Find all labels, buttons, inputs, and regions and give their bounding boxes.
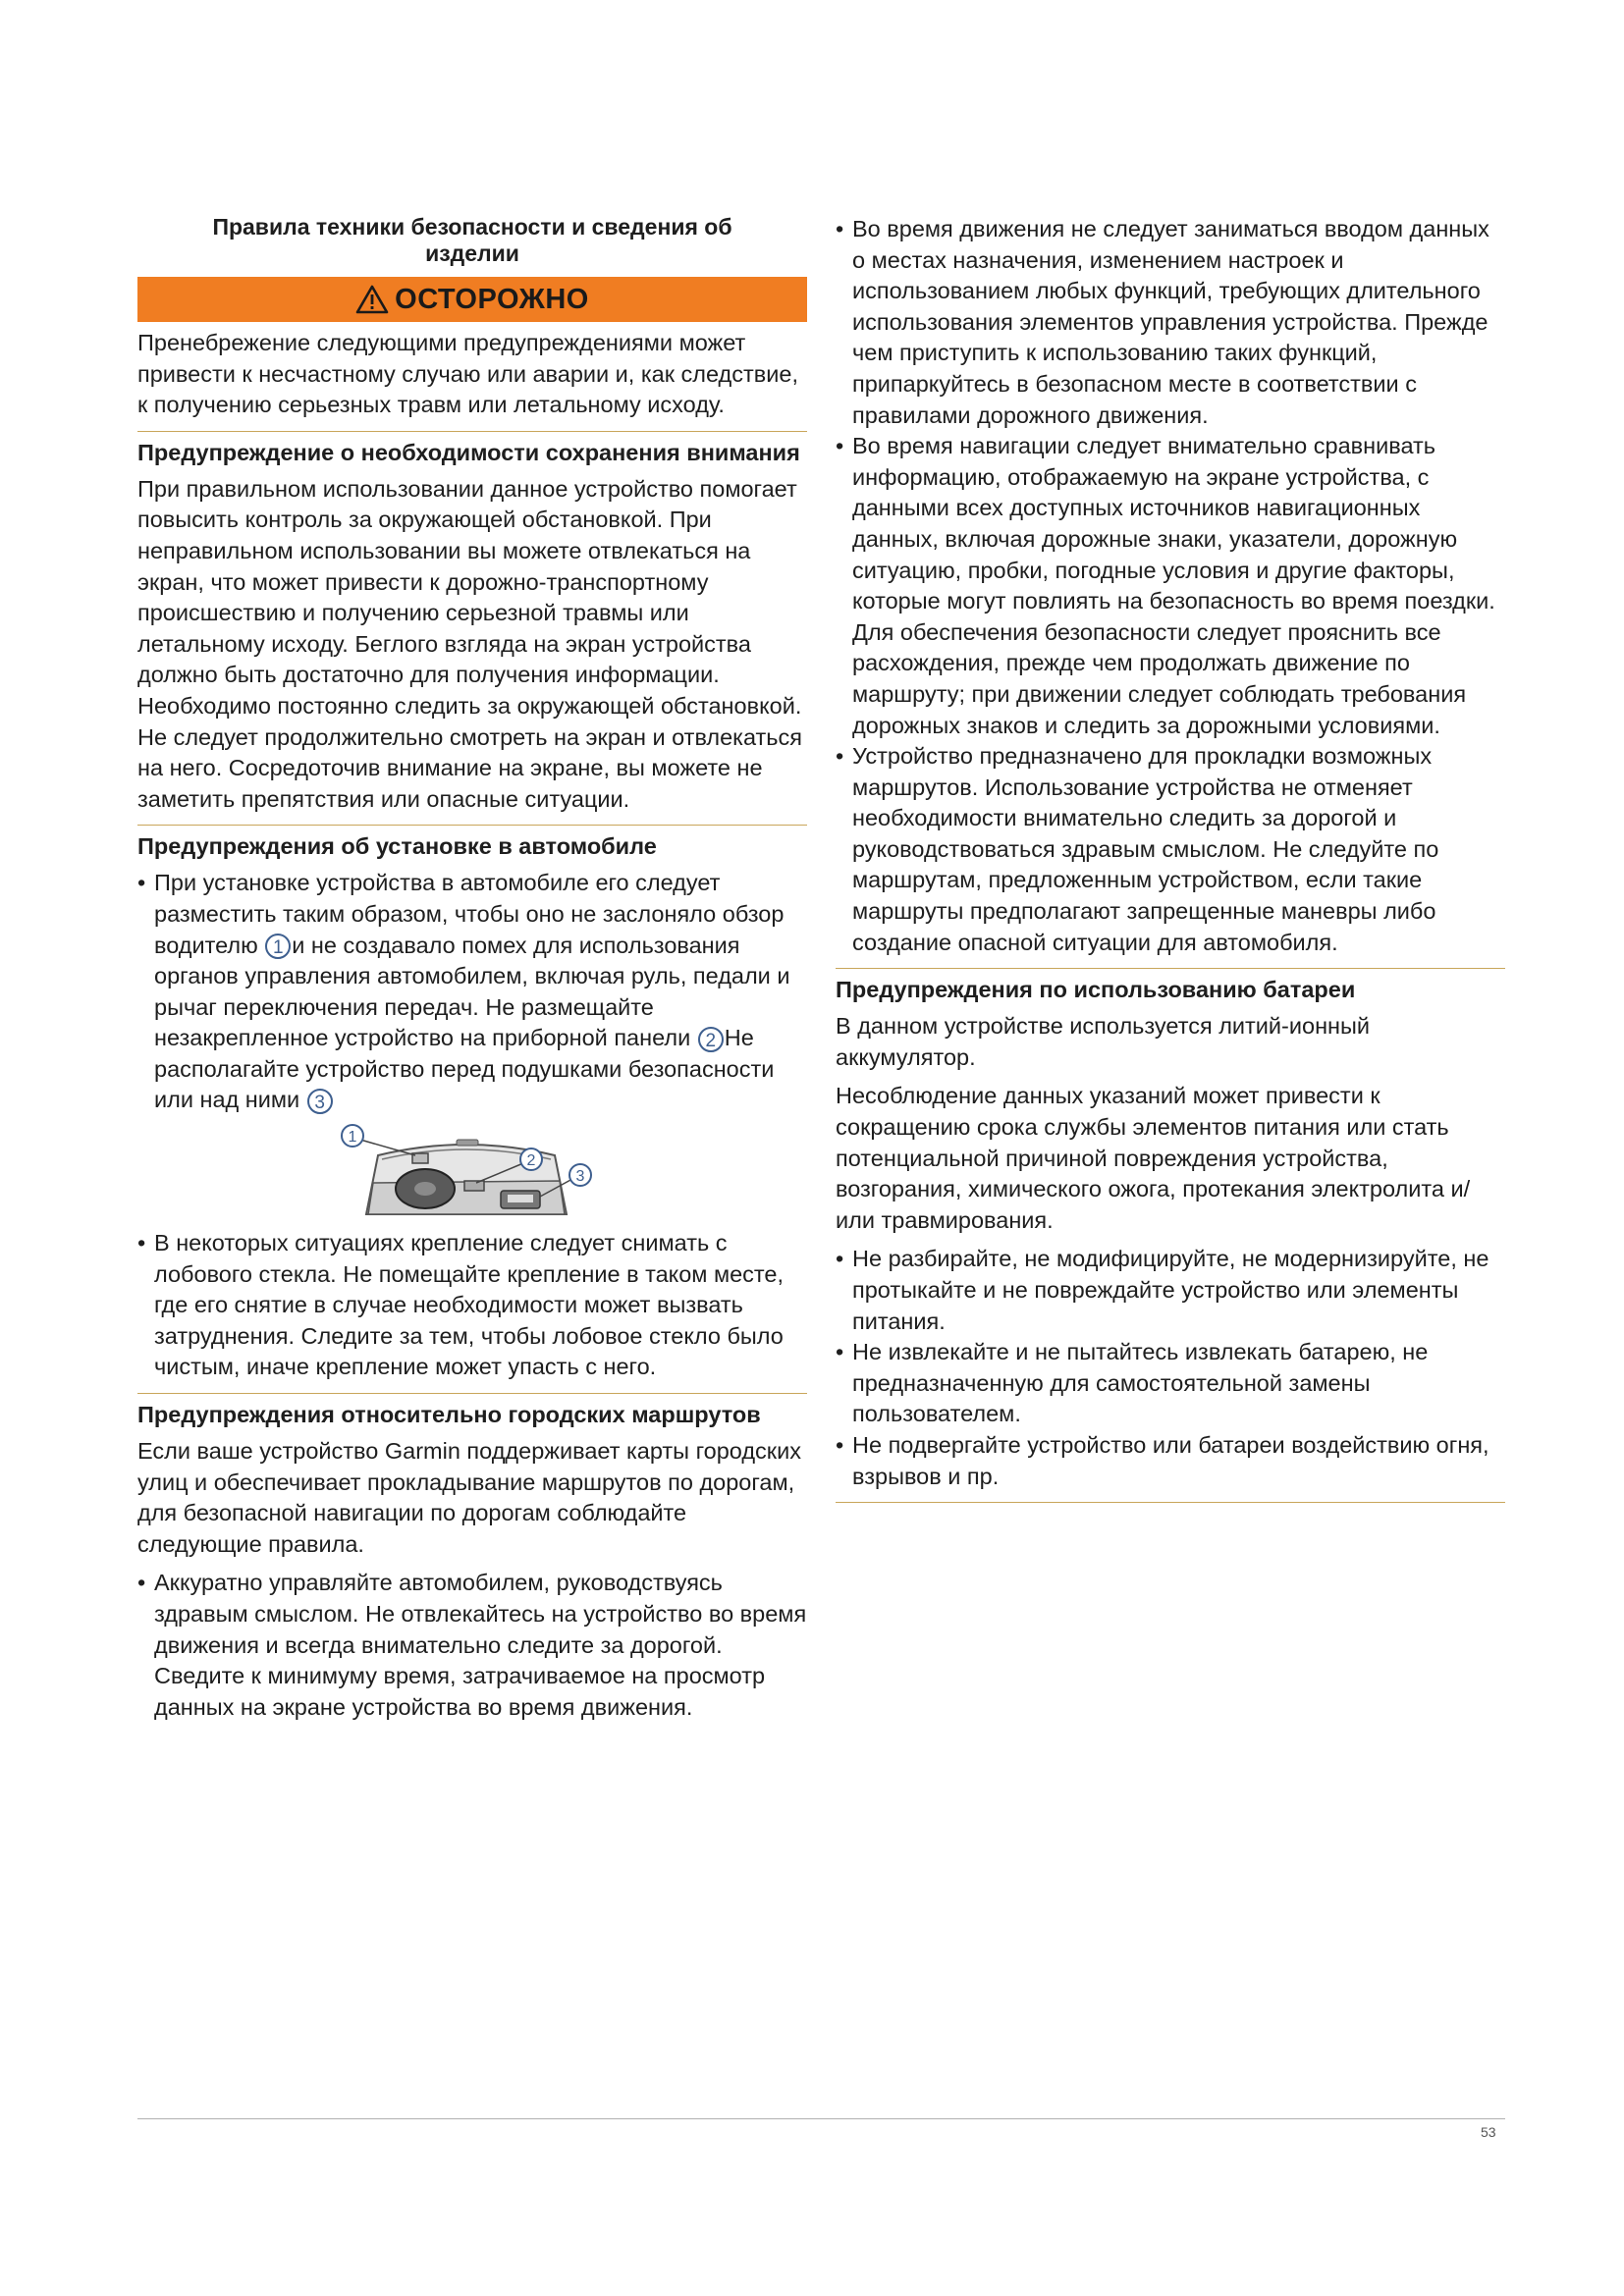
footer-rule [137,2118,1505,2119]
attention-heading: Предупреждение о необходимости сохранения внимания [137,431,807,468]
installation-heading: Предупреждения об установке в автомобиле [137,825,807,862]
page-number: 53 [1481,2124,1496,2140]
svg-text:3: 3 [575,1168,585,1186]
battery-item-1: • Не разбирайте, не модифицируйте, не модернизируйте, не протыкайте и не повреждайте устройство или элементы питания. [836,1244,1505,1337]
dashboard-figure [137,1124,807,1224]
marker-3: 3 [307,1089,333,1114]
battery-heading: Предупреждения по использованию батареи [836,968,1505,1005]
battery-list [836,1244,1505,1492]
warning-triangle-icon [355,285,389,314]
city-item-1: • Аккуратно управляйте автомобилем, руководствуясь здравым смыслом. Не отвлекайтесь на устройство во время движения и всегда внимательно следите за дорогой. Сведите к минимуму время, затрачиваемое на просмотр данных на экране устройства во время движения. [137,1568,807,1723]
city-item-2: • Во время движения не следует заниматься вводом данных о местах назначения, изменением настроек и использованием любых функций, требующих длительного использования элементов управления устройства. Прежде чем приступить к использованию таких функций, припаркуйтесь в безопасном месте в соответствии с правилами дорожного движения. [836,214,1505,431]
city-list-left [137,1568,807,1723]
battery-item-2: • Не извлекайте и не пытайтесь извлекать батарею, не предназначенную для самостоятельной замены пользователем. [836,1337,1505,1430]
attention-text: При правильном использовании данное устройство помогает повысить контроль за окружающей обстановкой. При неправильном использовании вы можете отвлекаться на экран, что может привести к дорожно-транспортному происшествию и получению серьезной травмы или летальному исходу. Беглого взгляда на экран устройства должно быть достаточно для получения информации. Необходимо постоянно следить за окружающей обстановкой. Не следует продолжительно смотреть на экран и отвлекаться на него. Сосредоточив внимание на экране, вы можете не заметить препятствия или опасные ситуации. [137,475,803,812]
caution-label: ОСТОРОЖНО [395,283,589,315]
page-title: Правила техники безопасности и сведения об изделии [212,214,732,266]
svg-text:2: 2 [526,1152,536,1170]
installation-item-2: • В некоторых ситуациях крепление следует снимать с лобового стекла. Не помещайте крепление в таком месте, где его снятие в случае необходимости может вызвать затруднения. Следите за тем, чтобы лобовое стекло было чистым, иначе крепление может упасть с него. [137,1228,807,1383]
section-end-rule [836,1502,1505,1503]
caution-text: Пренебрежение следующими предупреждениями может привести к несчастному случаю или аварии и, как следствие, к получению серьезных травм или летальному исходу. [137,330,798,418]
city-list-right [836,214,1505,958]
city-item-3: • Во время навигации следует внимательно сравнивать информацию, отображаемую на экране устройства, с данными всех доступных источников навигационных данных, включая дорожные знаки, указатели, дорожную ситуацию, пробки, погодные условия и другие факторы, которые могут повлиять на безопасность во время поездки. Для обеспечения безопасности следует прояснить все расхождения, прежде чем продолжать движение по маршруту; при движении следует соблюдать требования дорожных знаков и следить за дорожными условиями. [836,431,1505,741]
dashboard-illustration [339,1124,594,1224]
svg-text:1: 1 [348,1129,357,1147]
city-heading: Предупреждения относительно городских маршрутов [137,1393,807,1430]
battery-item-3: • Не подвергайте устройство или батареи воздействию огня, взрывов и пр. [836,1430,1505,1492]
caution-banner [137,277,807,322]
battery-text-1: В данном устройстве используется литий-ионный аккумулятор. [836,1013,1371,1070]
marker-2: 2 [698,1027,724,1052]
installation-list-2 [137,1228,807,1383]
right-column [836,214,1505,1503]
battery-text-2: Несоблюдение данных указаний может привести к сокращению срока службы элементов питания или стать потенциальной причиной повреждения устройства, возгорания, химического ожога, протекания электролита и/или травмирования. [836,1083,1471,1233]
city-item-4: • Устройство предназначено для прокладки возможных маршрутов. Использование устройства не отменяет необходимости внимательно следить за дорогой и руководствоваться здравым смыслом. Не следуйте по маршрутам, предложенным устройством, если такие маршруты предполагают запрещенные маневры либо создание опасной ситуации для автомобиля. [836,741,1505,958]
city-text: Если ваше устройство Garmin поддерживает карты городских улиц и обеспечивает прокладывание маршрутов по дорогам, для безопасной навигации по дорогам соблюдайте следующие правила. [137,1438,801,1557]
installation-list [137,868,807,1116]
marker-1: 1 [265,934,291,959]
installation-item-1: • При установке устройства в автомобиле его следует разместить таким образом, чтобы оно не заслоняло обзор водителю 1 и не создавало помех для использования органов управления автомобилем, включая руль, педали и рычаг переключения передач. Не размещайте незакрепленное устройство на приборной панели 2 Не располагайте устройство перед подушками безопасности или над ними 3 [137,868,807,1116]
left-column [137,214,807,1723]
